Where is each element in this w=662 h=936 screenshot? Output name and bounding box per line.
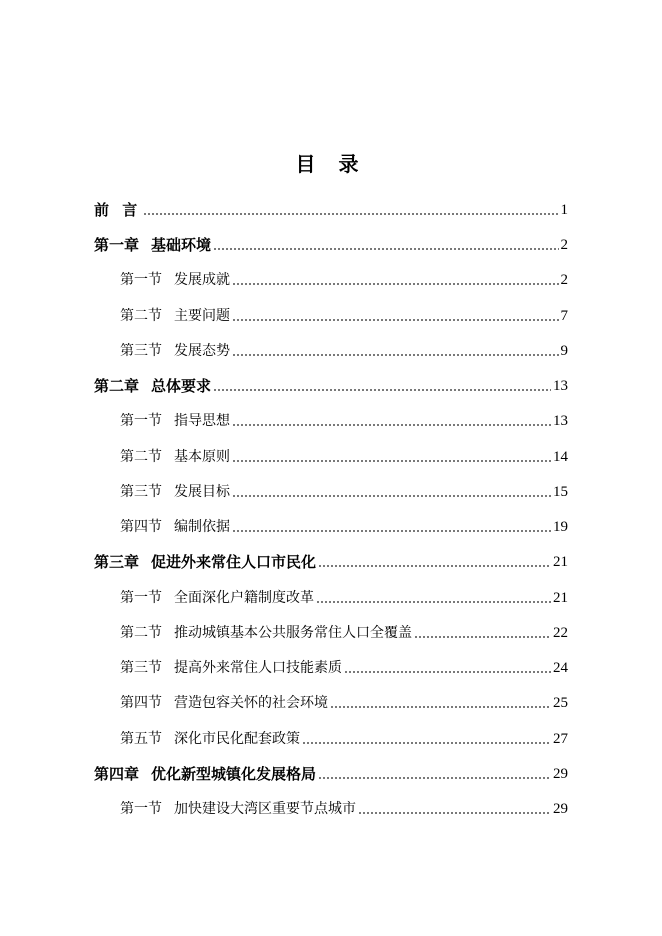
toc-entry-number: 第一章 [94,236,140,254]
dot-leader [344,671,551,673]
toc-entry-number: 第五节 [120,731,162,747]
toc-entry-chapter[interactable] [94,550,568,572]
toc-entry-section[interactable] [120,586,568,608]
toc-entry-label: 编制依据 [174,519,230,535]
toc-page-number: 27 [553,731,568,747]
toc-entry-number: 第一节 [120,272,162,288]
toc-entry-label: 优化新型城镇化发展格局 [151,765,317,783]
toc-page-number: 2 [560,272,568,288]
toc-entry-number: 第四节 [120,695,162,711]
toc-entry-label: 提高外来常住人口技能素质 [174,660,342,676]
dot-leader [232,354,559,356]
dot-leader [143,213,558,215]
toc-entry-number: 第一节 [120,590,162,606]
toc-entry-label: 深化市民化配套政策 [174,731,300,747]
toc-page-number: 14 [553,449,568,465]
toc-entry-section[interactable] [120,515,568,537]
toc-entry-label: 发展成就 [174,272,230,288]
dot-leader [316,601,551,603]
dot-leader [232,424,551,426]
toc-entry-chapter[interactable] [94,233,568,255]
toc-entry-label: 发展态势 [174,343,230,359]
toc-entry-label: 总体要求 [151,377,212,395]
dot-leader [330,706,551,708]
toc-entry-section[interactable] [120,691,568,713]
toc-entry-number: 第二节 [120,625,162,641]
toc-entry-chapter[interactable] [94,762,568,784]
dot-leader [232,495,551,497]
toc-page-number: 21 [553,554,568,570]
toc-page-number: 24 [553,660,568,676]
toc-entry-section[interactable] [120,304,568,326]
toc-page-number: 9 [560,343,568,359]
dot-leader [358,812,551,814]
toc-entry-label: 促进外来常住人口市民化 [151,553,317,571]
dot-leader [213,389,551,391]
toc-entry-section[interactable] [120,409,568,431]
toc-page-number: 13 [553,378,568,394]
toc-entry-section[interactable] [120,445,568,467]
toc-entry-number: 第四节 [120,519,162,535]
dot-leader [318,777,551,779]
toc-page-number: 2 [560,237,568,253]
toc-entry-number: 第一节 [120,801,162,817]
toc-entry-label: 加快建设大湾区重要节点城市 [174,801,356,817]
toc-page-number: 22 [553,625,568,641]
toc-entry-label: 前 言 [94,201,142,219]
dot-leader [414,636,551,638]
toc-page-number: 1 [560,202,568,218]
toc-page-number: 29 [553,801,568,817]
toc-entry-number: 第三节 [120,484,162,500]
toc-entry-label: 主要问题 [174,308,230,324]
toc-entry-number: 第三节 [120,343,162,359]
toc-entry-label: 营造包容关怀的社会环境 [174,695,328,711]
toc-entry-label: 指导思想 [174,413,230,429]
toc-entry-section[interactable] [120,727,568,749]
toc-page-number: 7 [560,308,568,324]
toc-entry-label: 全面深化户籍制度改革 [174,590,314,606]
toc-page-number: 29 [553,766,568,782]
dot-leader [302,742,551,744]
toc-entry-label: 推动城镇基本公共服务常住人口全覆盖 [174,625,412,641]
dot-leader [213,248,558,250]
toc-entry-number: 第二章 [94,377,140,395]
toc-entry-section[interactable] [120,797,568,819]
toc-entry-section[interactable] [120,268,568,290]
toc-entry-number: 第二节 [120,308,162,324]
toc-entry-label: 基础环境 [151,236,212,254]
toc-page-number: 15 [553,484,568,500]
toc-entry-number: 第三章 [94,553,140,571]
toc-entry-label: 基本原则 [174,449,230,465]
toc-entry-section[interactable] [120,621,568,643]
toc-page-number: 21 [553,590,568,606]
toc-title: 目 录 [295,152,367,176]
toc-entry-number: 第四章 [94,765,140,783]
toc-entry-preface[interactable] [94,198,568,220]
toc-entry-label: 发展目标 [174,484,230,500]
toc-entry-chapter[interactable] [94,374,568,396]
toc-page-number: 25 [553,695,568,711]
dot-leader [232,460,551,462]
toc-entry-section[interactable] [120,339,568,361]
dot-leader [232,319,559,321]
toc-page-number: 19 [553,519,568,535]
dot-leader [232,283,559,285]
dot-leader [232,530,551,532]
toc-entry-number: 第一节 [120,413,162,429]
toc-entry-section[interactable] [120,656,568,678]
toc-entry-section[interactable] [120,480,568,502]
dot-leader [318,565,551,567]
toc-entry-number: 第二节 [120,449,162,465]
toc-page-number: 13 [553,413,568,429]
toc-entry-number: 第三节 [120,660,162,676]
